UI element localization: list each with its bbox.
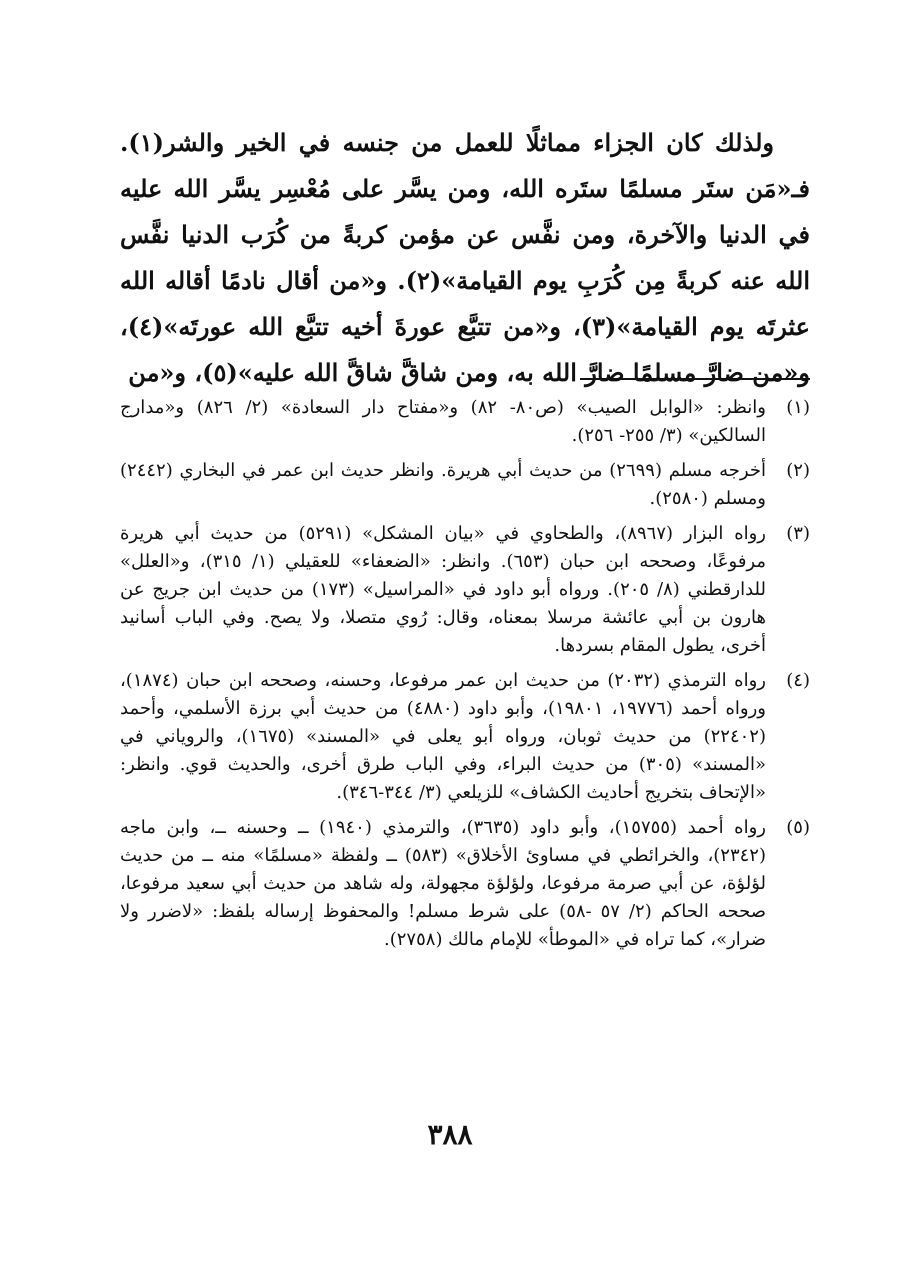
footnote-text: وانظر: «الوابل الصيب» (ص٨٠- ٨٢) و«مفتاح دار السعادة» (٢/ ٨٢٦) و«مدارج السالكين» (٣/ ٢٥٥- ٢٥٦).	[120, 397, 766, 446]
footnote-number: (٥)	[786, 817, 810, 838]
footnote-number: (٢)	[786, 460, 810, 481]
footnote-item	[120, 667, 810, 807]
footnote-text: أخرجه مسلم (٢٦٩٩) من حديث أبي هريرة. وانظر حديث ابن عمر في البخاري (٢٤٤٢) ومسلم (٢٥٨٠).	[120, 460, 766, 509]
footnote-separator	[580, 378, 810, 380]
footnote-text: رواه أحمد (١٥٧٥٥)، وأبو داود (٣٦٣٥)، والترمذي (١٩٤٠) ــ وحسنه ــ، وابن ماجه (٢٣٤٢)، والخرائطي في مساوئ الأخلاق» (٥٨٣) ــ ولفظة «مسلمًا» منه ــ من حديث لؤلؤة، عن أبي صرمة مرفوعا، ولؤلؤة مجهولة، وله شاهد من حديث أبي سعيد مرفوعا، صححه الحاكم (٢/ ٥٧ -٥٨) على شرط مسلم! والمحفوظ إرساله بلفظ: «لاضرر ولا ضرار»، كما تراه في «الموطأ» للإمام مالك (٢٧٥٨).	[120, 817, 766, 950]
main-paragraph: ولذلك كان الجزاء مماثلًا للعمل من جنسه في الخير والشر(١). فـ«مَن ستَر مسلمًا ستَره الله، ومن يسَّر على مُعْسِر يسَّر الله عليه في الدنيا والآخرة، ومن نفَّس عن مؤمن كربةً من كُرَب الدنيا نفَّس الله عنه كربةً مِن كُرَبِ يوم القيامة»(٢). و«من أقال نادمًا أقاله الله عثرتَه يوم القيامة»(٣)، و«من تتبَّع عورةَ أخيه تتبَّع الله عورتَه»(٤)، و«من ضارَّ مسلمًا ضارَّ الله به، ومن شاقَّ شاقَّ الله عليه»(٥)، و«من	[120, 128, 810, 387]
footnote-number: (١)	[786, 397, 810, 418]
footnote-item	[120, 457, 810, 513]
footnote-number: (٣)	[786, 523, 810, 544]
page-number: ٣٨٨	[427, 1118, 473, 1151]
footnote-item	[120, 394, 810, 450]
footnote-text: رواه الترمذي (٢٠٣٢) من حديث ابن عمر مرفوعا، وحسنه، وصححه ابن حبان (١٨٧٤)، ورواه أحمد (١٩٧٧٦، ١٩٨٠١)، وأبو داود (٤٨٨٠) من حديث أبي برزة الأسلمي، وأحمد (٢٢٤٠٢) من حديث ثوبان، ورواه أبو يعلى في «المسند» (١٦٧٥)، والروياني في «المسند» (٣٠٥) من حديث البراء، وفي الباب طرق أخرى، والحديث قوي. وانظر: «الإتحاف بتخريج أحاديث الكشاف» للزيلعي (٣/ ٣٤٤-٣٤٦).	[120, 670, 766, 803]
footnote-item	[120, 814, 810, 954]
footnote-number: (٤)	[786, 670, 810, 691]
footnotes-section	[120, 394, 810, 961]
footnote-item	[120, 520, 810, 660]
main-text-block	[120, 120, 810, 396]
footnote-text: رواه البزار (٨٩٦٧)، والطحاوي في «بيان المشكل» (٥٢٩١) من حديث أبي هريرة مرفوعًا، وصححه ابن حبان (٦٥٣). وانظر: «الضعفاء» للعقيلي (١/ ٣١٥)، و«العلل» للدارقطني (٨/ ٢٠٥). ورواه أبو داود في «المراسيل» (١٧٣) من حديث ابن جريج عن هارون بن أبي عائشة مرسلا بمعناه، وقال: رُوي متصلا، ولا يصح. وفي الباب أسانيد أخرى، يطول المقام بسردها.	[120, 523, 767, 656]
